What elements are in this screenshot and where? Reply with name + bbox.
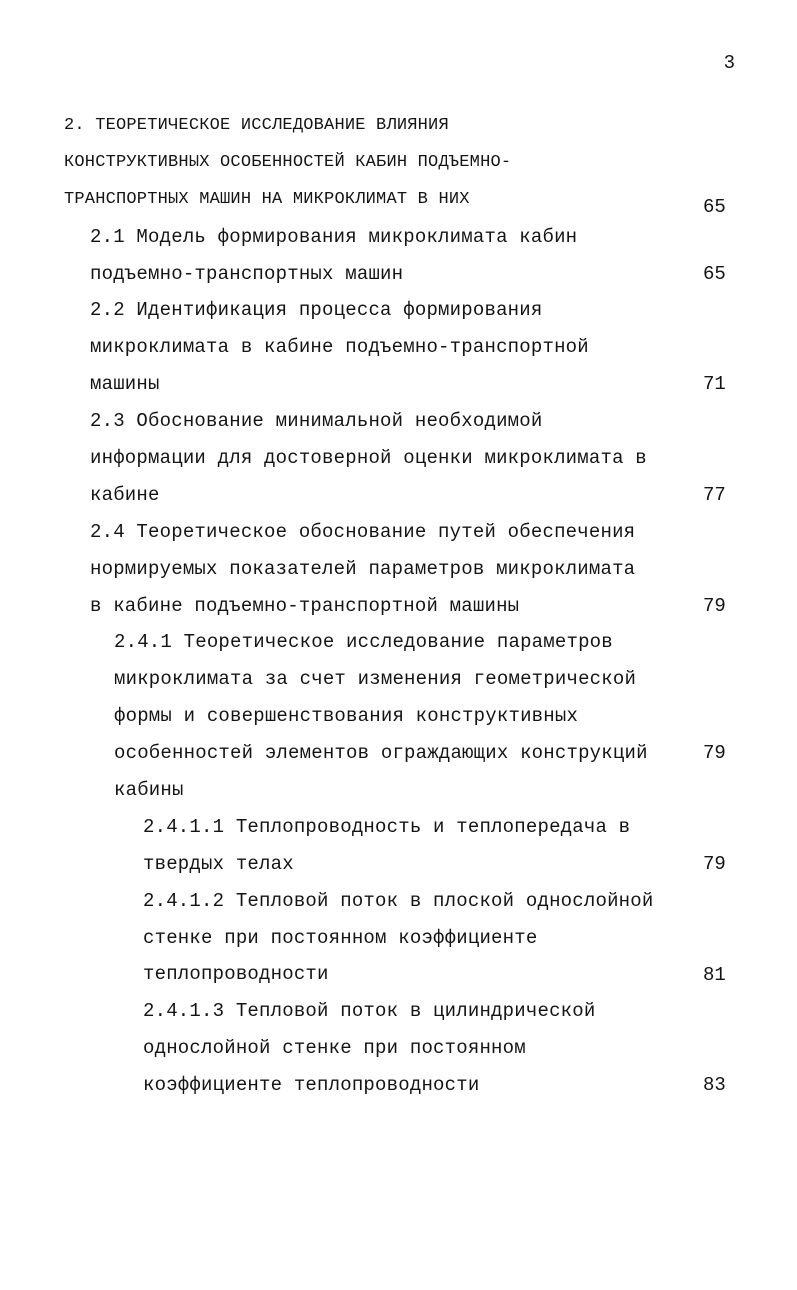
toc-entry-line: формы и совершенствования конструктивных (114, 705, 579, 728)
toc-entry-line: микроклимата в кабине подъемно-транспортной (90, 336, 589, 359)
toc-entry-2-3[interactable] (90, 403, 797, 514)
toc-entry-2-4-1-2[interactable] (143, 883, 797, 994)
toc-entry-line: коэффициенте теплопроводности (143, 1074, 480, 1097)
toc-entry-line: КОНСТРУКТИВНЫХ ОСОБЕННОСТЕЙ КАБИН ПОДЪЕМНО- (64, 152, 512, 172)
page-number: 3 (723, 52, 735, 74)
toc-entry-line: 2.1 Модель формирования микроклимата кабин (90, 225, 578, 248)
toc-page-number: 79 (703, 852, 726, 875)
table-of-contents (0, 108, 797, 1104)
toc-entry-line: кабины (114, 779, 184, 802)
toc-entry-line: в кабине подъемно-транспортной машины (90, 594, 520, 617)
toc-entry-line: 2.4.1.1 Теплопроводность и теплопередача в (143, 815, 631, 838)
toc-entry-2-1[interactable] (90, 219, 797, 293)
toc-entry-2-4-1[interactable] (114, 624, 797, 808)
toc-entry-line: машины (90, 373, 160, 396)
toc-entry-line: твердых телах (143, 852, 294, 875)
toc-entry-line: 2.2 Идентификация процесса формирования (90, 299, 543, 322)
toc-entry-line: кабине (90, 483, 160, 506)
toc-page-number: 77 (703, 483, 726, 506)
toc-page-number: 79 (703, 594, 726, 617)
toc-entry-line: нормируемых показателей параметров микроклимата (90, 557, 636, 580)
toc-page-number: 71 (703, 373, 726, 396)
toc-entry-line: информации для достоверной оценки микроклимата в (90, 447, 647, 470)
toc-entry-chapter-2[interactable] (64, 108, 797, 219)
toc-entry-line: подъемно-транспортных машин (90, 262, 404, 285)
toc-entry-line: 2. ТЕОРЕТИЧЕСКОЕ ИССЛЕДОВАНИЕ ВЛИЯНИЯ (64, 116, 449, 135)
toc-entry-line: ТРАНСПОРТНЫХ МАШИН НА МИКРОКЛИМАТ В НИХ (64, 189, 470, 209)
toc-entry-line: 2.4.1.3 Тепловой поток в цилиндрической (143, 1000, 596, 1023)
toc-page-number: 65 (703, 196, 726, 218)
toc-entry-line: особенностей элементов ограждающих конструкций (114, 742, 648, 765)
toc-entry-2-2[interactable] (90, 292, 797, 403)
toc-entry-line: микроклимата за счет изменения геометрической (114, 668, 637, 691)
toc-page-number: 65 (703, 262, 726, 285)
toc-entry-line: однослойной стенке при постоянном (143, 1037, 526, 1060)
toc-page-number: 81 (703, 963, 726, 986)
toc-page-number: 79 (703, 742, 726, 765)
toc-entry-2-4-1-1[interactable] (143, 809, 797, 883)
toc-page-number: 83 (703, 1074, 726, 1097)
toc-entry-line: теплопроводности (143, 963, 329, 986)
toc-entry-line: 2.3 Обоснование минимальной необходимой (90, 410, 543, 433)
toc-entry-line: 2.4.1 Теоретическое исследование параметров (114, 631, 613, 654)
toc-entry-line: стенке при постоянном коэффициенте (143, 926, 538, 949)
toc-entry-2-4[interactable] (90, 514, 797, 625)
toc-entry-2-4-1-3[interactable] (143, 993, 797, 1104)
toc-entry-line: 2.4.1.2 Тепловой поток в плоской однослойной (143, 889, 654, 912)
toc-entry-line: 2.4 Теоретическое обоснование путей обеспечения (90, 520, 636, 543)
